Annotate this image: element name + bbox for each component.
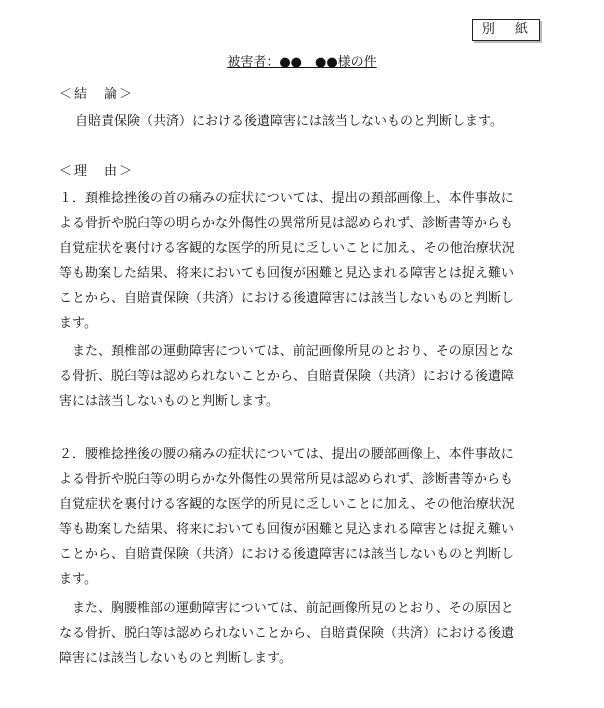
reason-line: よる骨折や脱臼等の明らかな外傷性の異常所見は認められず、診断書等からも — [59, 472, 513, 487]
reason-line: ます。 — [59, 316, 97, 331]
reason-line: 自覚症状を裏付ける客観的な医学的所見に乏しいことに加え、その他治療状況 — [59, 241, 515, 256]
conclusion-text: 自賠責保険（共済）における後遺障害には該当しないものと判断します。 — [75, 114, 503, 129]
reason-line: ます。 — [59, 572, 97, 587]
conclusion-heading: ＜結 論＞ — [59, 87, 135, 102]
reason-line: 自覚症状を裏付ける客観的な医学的所見に乏しいことに加え、その他治療状況 — [59, 497, 515, 512]
attachment-label: 別 紙 — [481, 22, 537, 37]
reason-line: １．頚椎捻挫後の首の痛みの症状については、提出の頚部画像上、本件事故に — [59, 191, 514, 206]
reason-line: ことから、自賠責保険（共済）における後遺障害には該当しないものと判断し — [59, 291, 515, 306]
document-title — [0, 54, 604, 72]
document-title-text: 被害者：●● ●●様の件 — [227, 55, 377, 70]
reason-line: また、胸腰椎部の運動障害については、前記画像所見のとおり、その原因と — [59, 601, 514, 616]
reason-line: ２．腰椎捻挫後の腰の痛みの症状については、提出の腰部画像上、本件事故に — [59, 447, 514, 462]
reason-line: 等も勘案した結果、将来においても回復が困難と見込まれる障害とは捉え難い — [59, 522, 515, 537]
reason-line: る骨折、脱臼等は認められないことから、自賠責保険（共済）における後遺障 — [59, 369, 515, 384]
reason-line: なる骨折、脱臼等は認められないことから、自賠責保険（共済）における後遺 — [59, 626, 515, 641]
attachment-label-box — [472, 19, 540, 41]
reason-line: 害には該当しないものと判断します。 — [59, 394, 279, 409]
reason-line: 障害には該当しないものと判断します。 — [59, 651, 292, 666]
reason-line: また、頚椎部の運動障害については、前記画像所見のとおり、その原因とな — [59, 344, 514, 359]
reason-heading: ＜理 由＞ — [59, 164, 135, 179]
reason-line: 等も勘案した結果、将来においても回復が困難と見込まれる障害とは捉え難い — [59, 266, 515, 281]
reason-line: ことから、自賠責保険（共済）における後遺障害には該当しないものと判断し — [59, 547, 515, 562]
reason-line: よる骨折や脱臼等の明らかな外傷性の異常所見は認められず、診断書等からも — [59, 216, 513, 231]
